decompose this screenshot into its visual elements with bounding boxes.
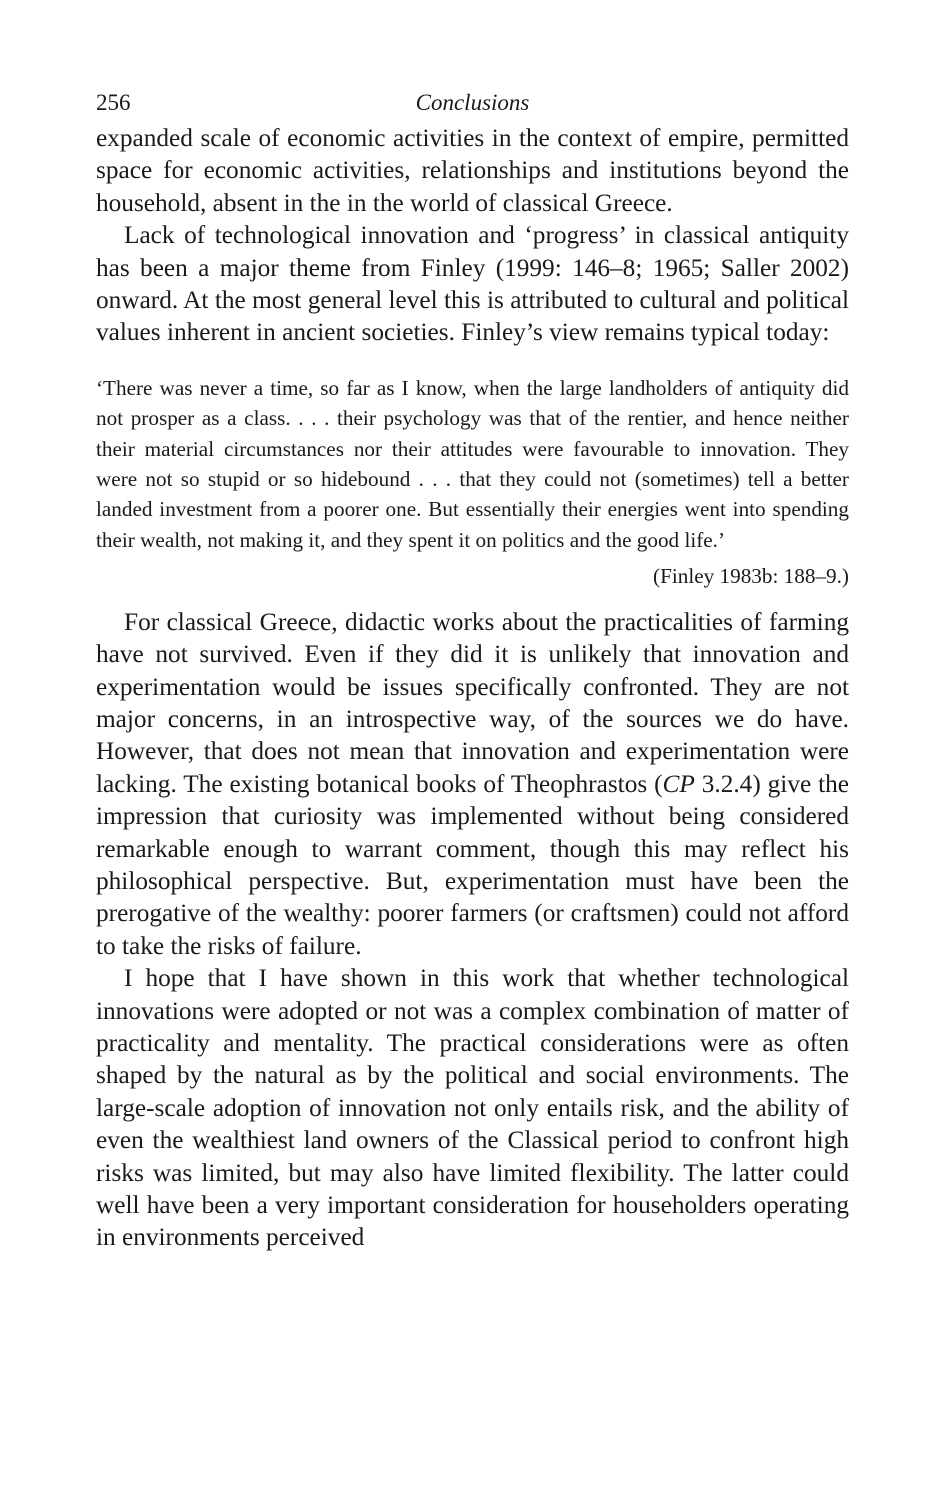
italic-reference: CP bbox=[662, 769, 695, 798]
paragraph-conclusion: I hope that I have shown in this work that whether technological innovations were adopted or not was a complex combination of matter of practicality and mentality. The practical considerations were as often shaped by the natural as by the political and social environments. The large-scale adoption of innovation not only entails risk, and the ability of even the wealthiest land owners of the Classical period to confront high risks was limited, but may also have limited flexibility. The latter could well have been a very important consideration for householders operating in environments perceived bbox=[96, 964, 849, 1252]
running-head bbox=[96, 88, 849, 122]
paragraph-classical-greece bbox=[96, 606, 849, 962]
book-page bbox=[96, 88, 849, 1254]
quote-citation: (Finley 1983b: 188–9.) bbox=[653, 564, 849, 589]
paragraph-text-part: 3.2.4) give the impression that curiosity was implemented without being considered remarkable enough to warrant comment, though this may reflect his philosophical perspective. But, experimentation must have been the prerogative of the wealthy: poorer farmers (or craftsmen) could not afford to take the risks of failure. bbox=[96, 769, 850, 960]
paragraph-text-part: For classical Greece, didactic works about the practicalities of farming have not survived. Even if they did it is unlikely that innovation and experimentation would be issues specifically confronted. They are not major concerns, in an introspective way, of the sources we do have. However, that does not mean that innovation and experimentation were lacking. The existing botanical books of Theophrastos ( bbox=[96, 607, 849, 798]
running-title: Conclusions bbox=[415, 90, 530, 115]
block-quote bbox=[96, 373, 849, 592]
paragraph-continued: expanded scale of economic activities in the context of empire, permitted space for economic activities, relationships and institutions beyond the household, absent in the in the world of classical Greece. bbox=[96, 124, 849, 217]
body-text bbox=[96, 122, 849, 1254]
page-number: 256 bbox=[96, 90, 131, 115]
quote-text: ‘There was never a time, so far as I know, when the large landholders of antiquity did not prosper as a class. . . . their psychology was that of the rentier, and hence neither their material circumstances nor their attitudes were favourable to innovation. They were not so stupid or so hidebound . . . that they could not (sometimes) tell a better landed investment from a poorer one. But essentially their energies went into spending their wealth, not making it, and they spent it on politics and the good life.’ bbox=[96, 375, 849, 552]
paragraph-technological-innovation: Lack of technological innovation and ‘progress’ in classical antiquity has been a major theme from Finley (1999: 146–8; 1965; Saller 2002) onward. At the most general level this is attributed to cultural and political values inherent in ancient societies. Finley’s view remains typical today: bbox=[96, 221, 849, 347]
